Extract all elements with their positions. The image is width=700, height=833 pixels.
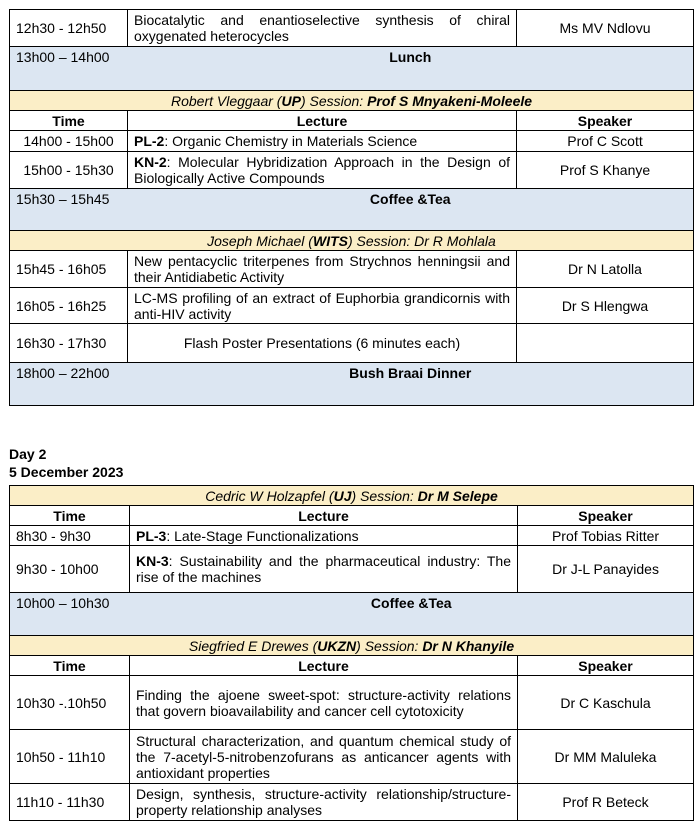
table-row: [10, 730, 694, 784]
time-cell: 15h30 – 15h45: [10, 189, 128, 231]
lecture-cell: [130, 784, 518, 821]
speaker-cell: Dr J-L Panayides: [518, 546, 694, 593]
lecture-cell: [128, 251, 517, 288]
speaker-header: Speaker: [518, 506, 694, 526]
lecture-header: Lecture: [128, 111, 517, 131]
speaker-cell: Dr C Kaschula: [518, 676, 694, 730]
session-chair: Dr N Khanyile: [422, 637, 515, 654]
table-row: [10, 676, 694, 730]
time-cell: 8h30 - 9h30: [10, 526, 130, 546]
speaker-cell: Prof C Scott: [517, 131, 694, 152]
lecture-title: Biocatalytic and enantioselective synthesis of chiral oxygenated heterocycles: [134, 12, 510, 44]
session-chair: Prof S Mnyakeni-Moleele: [367, 92, 533, 109]
lecture-title: Molecular Hybridization Approach in the Design of Biologically Active Compounds: [134, 154, 510, 186]
day1-programme-table: [9, 9, 694, 406]
lecture-cell: [130, 676, 518, 730]
lecture-code: PL-2: [134, 133, 165, 149]
day-heading: Day 2: [9, 446, 47, 462]
time-cell: 16h30 - 17h30: [10, 324, 128, 363]
time-cell: 14h00 - 15h00: [10, 131, 128, 152]
session-institution: WITS: [312, 232, 348, 249]
time-cell: 15h45 - 16h05: [10, 251, 128, 288]
table-row: [10, 131, 694, 152]
header-row: [10, 111, 694, 131]
time-cell: 10h00 – 10h30: [10, 593, 130, 636]
time-header: Time: [10, 656, 130, 676]
time-cell: 10h30 -.10h50: [10, 676, 130, 730]
session-row: [10, 636, 694, 656]
header-row: [10, 506, 694, 526]
time-cell: 16h05 - 16h25: [10, 288, 128, 324]
table-row: [10, 324, 694, 363]
table-row: [10, 526, 694, 546]
time-cell: 10h50 - 11h10: [10, 730, 130, 784]
lecture-cell: KN-3: Sustainability and the pharmaceutical industry: The rise of the machines: [130, 546, 518, 593]
break-row-lunch: [10, 47, 694, 91]
table-row: [10, 546, 694, 593]
lecture-title: Sustainability and the pharmaceutical industry: The rise of the machines: [136, 553, 511, 585]
time-cell: 12h30 - 12h50: [10, 10, 128, 47]
session-chair-prefix: Session:: [360, 487, 414, 504]
speaker-cell: Ms MV Ndlovu: [517, 10, 694, 47]
break-row-coffee: [10, 189, 694, 231]
session-title: Siegfried E Drewes (UKZN) Session: Dr N Khanyile: [10, 636, 694, 656]
lecture-cell: PL-2: Organic Chemistry in Materials Science: [128, 131, 517, 152]
session-name: Siegfried E Drewes: [188, 637, 309, 654]
break-row-coffee: [10, 593, 694, 636]
time-cell: 18h00 – 22h00: [10, 363, 128, 406]
table-row: [10, 152, 694, 189]
time-cell: 11h10 - 11h30: [10, 784, 130, 821]
lecture-title: Design, synthesis, structure-activity relationship/structure-property relationship analyses: [136, 786, 511, 818]
lecture-cell: [128, 10, 517, 47]
session-institution: UP: [281, 92, 301, 109]
session-name: Joseph Michael: [207, 232, 305, 249]
table-row: [10, 288, 694, 324]
speaker-header: Speaker: [518, 656, 694, 676]
break-label: Bush Braai Dinner: [128, 363, 694, 406]
speaker-cell: Dr S Hlengwa: [517, 288, 694, 324]
lecture-title: Structural characterization, and quantum chemical study of the 7-acetyl-5-nitrobenzofurans as anticancer agents with antioxidant properties: [136, 732, 511, 781]
session-name: Cedric W Holzapfel: [205, 487, 326, 504]
session-title: Joseph Michael (WITS) Session: Dr R Mohlala: [10, 231, 694, 251]
table-row: [10, 784, 694, 821]
session-title: Robert Vleggaar (UP) Session: Prof S Mnyakeni-Moleele: [10, 91, 694, 111]
time-cell: 15h00 - 15h30: [10, 152, 128, 189]
lecture-title: Flash Poster Presentations (6 minutes each): [183, 335, 461, 351]
session-name: Robert Vleggaar: [170, 92, 273, 109]
time-cell: 13h00 – 14h00: [10, 47, 128, 91]
session-chair: Dr M Selepe: [417, 487, 498, 504]
session-chair-prefix: Session:: [356, 232, 411, 249]
break-label: Lunch: [128, 47, 694, 91]
session-institution: UKZN: [317, 637, 357, 654]
day-date: 5 December 2023: [9, 464, 124, 480]
session-chair-prefix: Session:: [309, 92, 364, 109]
session-chair-prefix: Session: [364, 637, 415, 654]
lecture-title: Finding the ajoene sweet-spot: structure-activity relations that govern bioavailability and cancer cell cytotoxicity: [136, 686, 511, 719]
speaker-cell: Prof Tobias Ritter: [518, 526, 694, 546]
speaker-cell: Dr MM Maluleka: [518, 730, 694, 784]
break-row-dinner: [10, 363, 694, 406]
lecture-code: PL-3: [136, 527, 167, 544]
lecture-header: Lecture: [130, 656, 518, 676]
time-cell: 9h30 - 10h00: [10, 546, 130, 593]
speaker-cell: Dr N Latolla: [517, 251, 694, 288]
session-title: Cedric W Holzapfel (UJ) Session: Dr M Selepe: [10, 486, 694, 506]
lecture-header: Lecture: [130, 506, 518, 526]
lecture-cell: [128, 288, 517, 324]
day2-programme-table: [9, 485, 694, 821]
session-row: [10, 91, 694, 111]
lecture-title: Organic Chemistry in Materials Science: [172, 133, 418, 149]
table-row: [10, 10, 694, 47]
table-row: [10, 251, 694, 288]
speaker-header: Speaker: [517, 111, 694, 131]
session-row: [10, 231, 694, 251]
lecture-title: Late-Stage Functionalizations: [174, 527, 359, 544]
break-label: Coffee &Tea: [128, 189, 694, 231]
lecture-title: New pentacyclic triterpenes from Strychnos henningsii and their Antidiabetic Activity: [134, 253, 510, 285]
lecture-code: KN-3: [136, 553, 169, 569]
time-header: Time: [10, 506, 130, 526]
header-row: [10, 656, 694, 676]
lecture-code: KN-2: [134, 154, 167, 170]
speaker-cell: [517, 324, 694, 363]
speaker-cell: Prof R Beteck: [518, 784, 694, 821]
lecture-cell: [128, 324, 517, 363]
session-institution: UJ: [333, 487, 352, 504]
session-row: [10, 486, 694, 506]
lecture-cell: [130, 730, 518, 784]
break-label: Coffee &Tea: [130, 593, 694, 636]
lecture-title: LC-MS profiling of an extract of Euphorbia grandicornis with anti-HIV activity: [134, 289, 510, 322]
lecture-cell: PL-3: Late-Stage Functionalizations: [130, 526, 518, 546]
session-chair: Dr R Mohlala: [414, 232, 496, 249]
speaker-cell: Prof S Khanye: [517, 152, 694, 189]
time-header: Time: [10, 111, 128, 131]
lecture-cell: KN-2: Molecular Hybridization Approach in the Design of Biologically Active Compounds: [128, 152, 517, 189]
